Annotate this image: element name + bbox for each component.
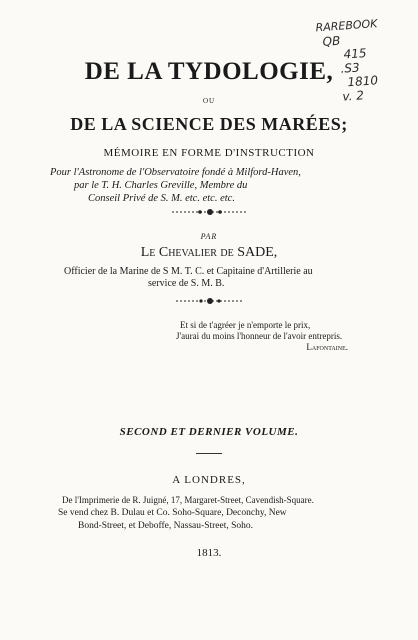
author-desc-line: Officier de la Marine de S M. T. C. et Capitaine d'Artillerie au bbox=[64, 266, 313, 277]
imprint-line: De l'Imprimerie de R. Juigné, 17, Margaret-Street, Cavendish-Square. bbox=[62, 495, 314, 505]
author-name: Le Chevalier de SADE, bbox=[140, 245, 278, 260]
call-number-line: 415 bbox=[343, 45, 367, 62]
title-line-1: DE LA TYDOLOGIE, bbox=[84, 58, 334, 85]
call-number-line: 1810 bbox=[347, 73, 379, 90]
imprint-line: Bond-Street, et Deboffe, Nassau-Street, Soho. bbox=[78, 521, 254, 531]
epigraph-line: Et si de t'agréer je n'emporte le prix, bbox=[180, 320, 311, 330]
epigraph-author: Lafontaine. bbox=[306, 342, 348, 352]
imprint bbox=[58, 494, 404, 533]
epigraph bbox=[176, 320, 376, 353]
title-line-2: DE LA SCIENCE DES MARÉES; bbox=[70, 114, 348, 134]
dedication bbox=[48, 166, 388, 205]
par-label: PAR bbox=[200, 232, 218, 241]
epigraph-line: J'aurai du moins l'honneur de l'avoir entrepris. bbox=[176, 331, 343, 341]
call-number-line: QB bbox=[322, 33, 341, 49]
dedication-line: par le T. H. Charles Greville, Membre du bbox=[74, 180, 248, 191]
volume-label: SECOND ET DERNIER VOLUME. bbox=[119, 426, 299, 438]
dedication-line: Conseil Privé de S. M. etc. etc. etc. bbox=[88, 193, 235, 204]
call-number-line: v. 2 bbox=[342, 88, 365, 104]
place: A LONDRES, bbox=[172, 474, 246, 486]
author-desc-line: service de S. M. B. bbox=[148, 278, 225, 289]
dedication-line: Pour l'Astronome de l'Observatoire fondé à Milford-Haven, bbox=[50, 167, 301, 178]
divider-rule bbox=[196, 453, 222, 454]
subtitle: MÉMOIRE EN FORME D'INSTRUCTION bbox=[103, 147, 315, 159]
call-number-line: .S3 bbox=[340, 60, 361, 76]
imprint-line: Se vend chez B. Dulau et Co. Soho-Square, Deconchy, New bbox=[58, 508, 287, 518]
publication-year: 1813. bbox=[196, 547, 222, 559]
title-or: OU bbox=[202, 97, 216, 105]
ornamental-rule bbox=[170, 207, 250, 217]
ornamental-rule bbox=[174, 296, 246, 306]
author-description bbox=[64, 266, 404, 290]
call-number-line: RAREBOOK bbox=[315, 17, 378, 35]
